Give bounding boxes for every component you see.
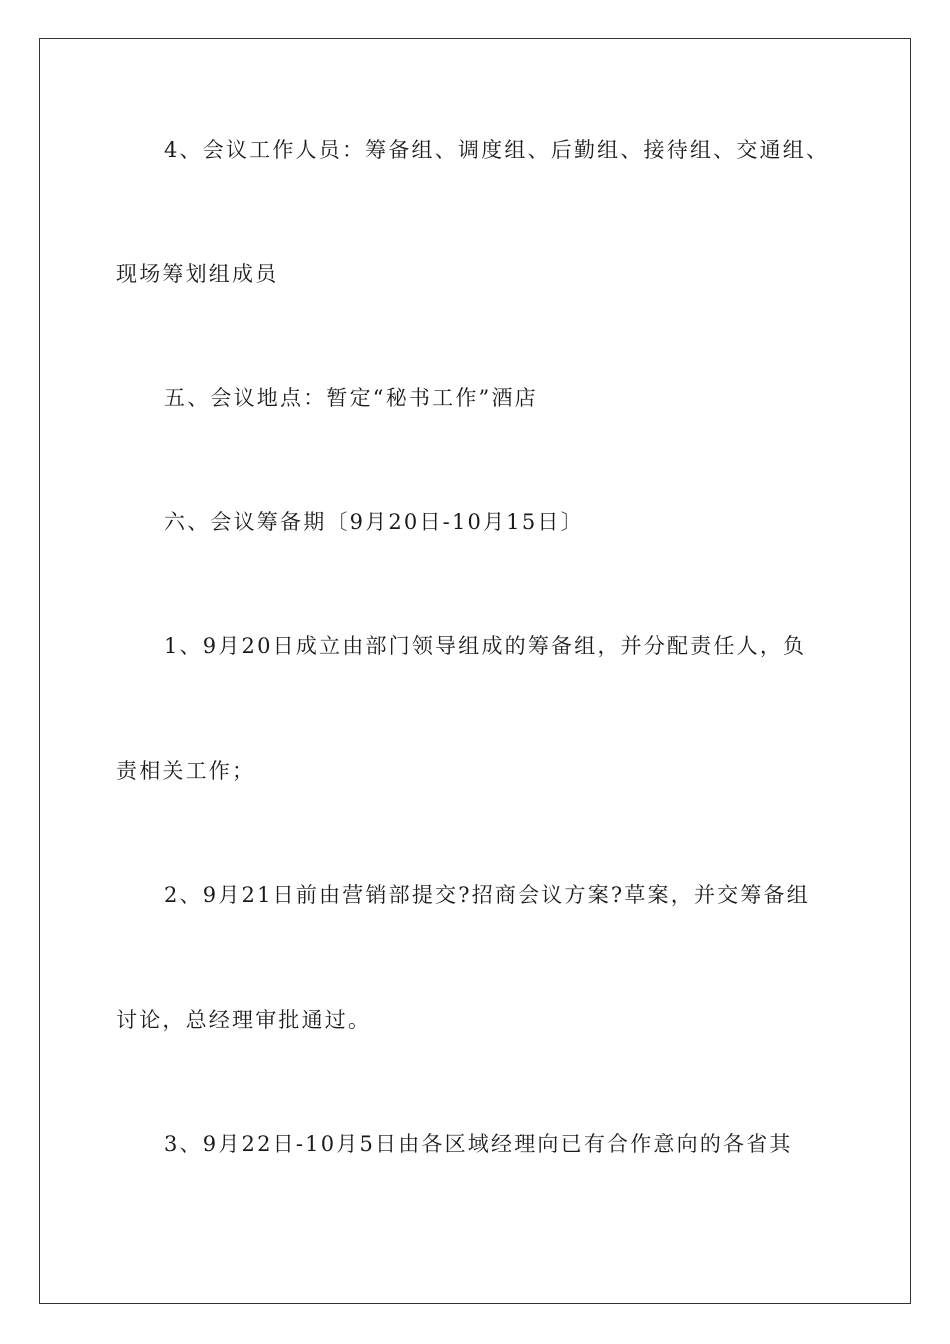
text-line-item-1: 1、9月20日成立由部门领导组成的筹备组，并分配责任人，负 [164, 634, 807, 658]
text-line-venue: 五、会议地点：暂定“秘书工作”酒店 [164, 386, 538, 410]
text-line-item-2-continued: 讨论，总经理审批通过。 [116, 1008, 372, 1032]
text-line-item-2: 2、9月21日前由营销部提交?招商会议方案?草案，并交筹备组 [164, 883, 810, 907]
page-border [39, 38, 911, 1304]
text-line-staff-continued: 现场筹划组成员 [116, 262, 279, 286]
text-line-preparation-period: 六、会议筹备期〔9月20日-10月15日〕 [164, 510, 584, 534]
text-line-staff: 4、会议工作人员：筹备组、调度组、后勤组、接待组、交通组、 [164, 138, 830, 162]
text-line-item-1-continued: 责相关工作； [116, 759, 256, 783]
text-line-item-3: 3、9月22日-10月5日由各区域经理向已有合作意向的各省其 [164, 1132, 793, 1156]
